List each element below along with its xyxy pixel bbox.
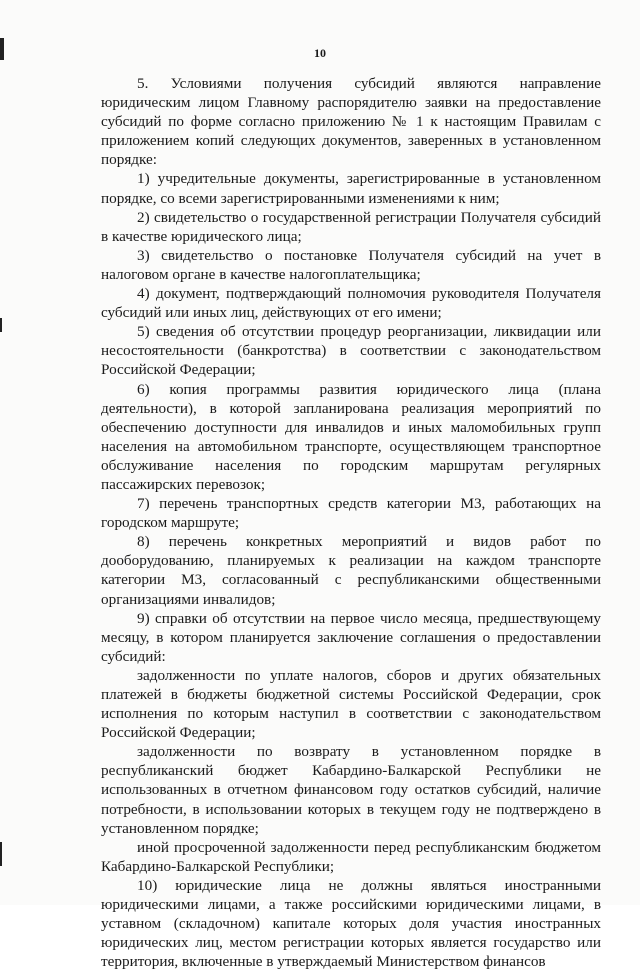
list-item-7: 7) перечень транспортных средств категории М3, работающих на городском маршруте; bbox=[101, 495, 601, 532]
list-item-5: 5) сведения об отсутствии процедур реорганизации, ликвидации или несостоятельности (банкротства) в соответствии с законодательством Российской Федерации; bbox=[101, 323, 601, 379]
list-item-10: 10) юридические лица не должны являться иностранными юридическими лицами, а также российскими юридическими лицами, в уставном (складочном) капитале которых доля участия иностранных юридических лиц, местом регистрации которых является государство или территория, включенные в утверждаемый Министерством финансов bbox=[101, 876, 601, 971]
sub-item-subsidy-return-debt: задолженности по возврату в установленном порядке в республиканский бюджет Кабардино-Балкарской Республики не использованных в отчетном финансовом году остатков субсидий, наличие потребности, в использовании которых в текущем году не подтверждено в установленном порядке; bbox=[101, 743, 601, 837]
list-item-8: 8) перечень конкретных мероприятий и видов работ по дооборудованию, планируемых к реализации на каждом транспорте категории М3, согласованный с республиканскими общественными организациями инвалидов; bbox=[101, 533, 601, 608]
list-item-6: 6) копия программы развития юридического лица (плана деятельности), в которой запланирована реализация мероприятий по обеспечению доступности для инвалидов и иных маломобильных групп населения на автомобильном транспорте, осуществляющем транспортное обслуживание населения по городским маршрутам регулярных пассажирских перевозок; bbox=[101, 380, 601, 493]
sub-item-other-overdue-debt: иной просроченной задолженности перед республиканским бюджетом Кабардино-Балкарской Республики; bbox=[101, 838, 601, 875]
list-item-4: 4) документ, подтверждающий полномочия руководителя Получателя субсидий или иных лиц, действующих от его имени; bbox=[101, 285, 601, 322]
document-body bbox=[101, 74, 601, 971]
page-number: 10 bbox=[314, 46, 326, 60]
list-item-9: 9) справки об отсутствии на первое число месяца, предшествующему месяцу, в котором планируется заключение соглашения о предоставлении субсидий: bbox=[101, 609, 601, 665]
list-item-2: 2) свидетельство о государственной регистрации Получателя субсидий в качестве юридического лица; bbox=[101, 208, 601, 245]
list-item-3: 3) свидетельство о постановке Получателя субсидий на учет в налоговом органе в качестве налогоплательщика; bbox=[101, 246, 601, 283]
list-item-1: 1) учредительные документы, зарегистрированные в установленном порядке, со всеми зарегистрированными изменениями к ним; bbox=[101, 170, 601, 207]
paragraph-conditions: 5. Условиями получения субсидий являются направление юридическим лицом Главному распорядителю заявки на предоставление субсидий по форме согласно приложению № 1 к настоящим Правилам с приложением копий следующих документов, заверенных в установленном порядке: bbox=[101, 75, 601, 169]
scan-edge-mark bbox=[0, 318, 2, 332]
scan-edge-mark bbox=[0, 842, 2, 866]
sub-item-tax-debt: задолженности по уплате налогов, сборов и других обязательных платежей в бюджеты бюджетной системы Российской Федерации, срок исполнения по которым наступил в соответствии с законодательством Российской Федерации; bbox=[101, 666, 601, 742]
